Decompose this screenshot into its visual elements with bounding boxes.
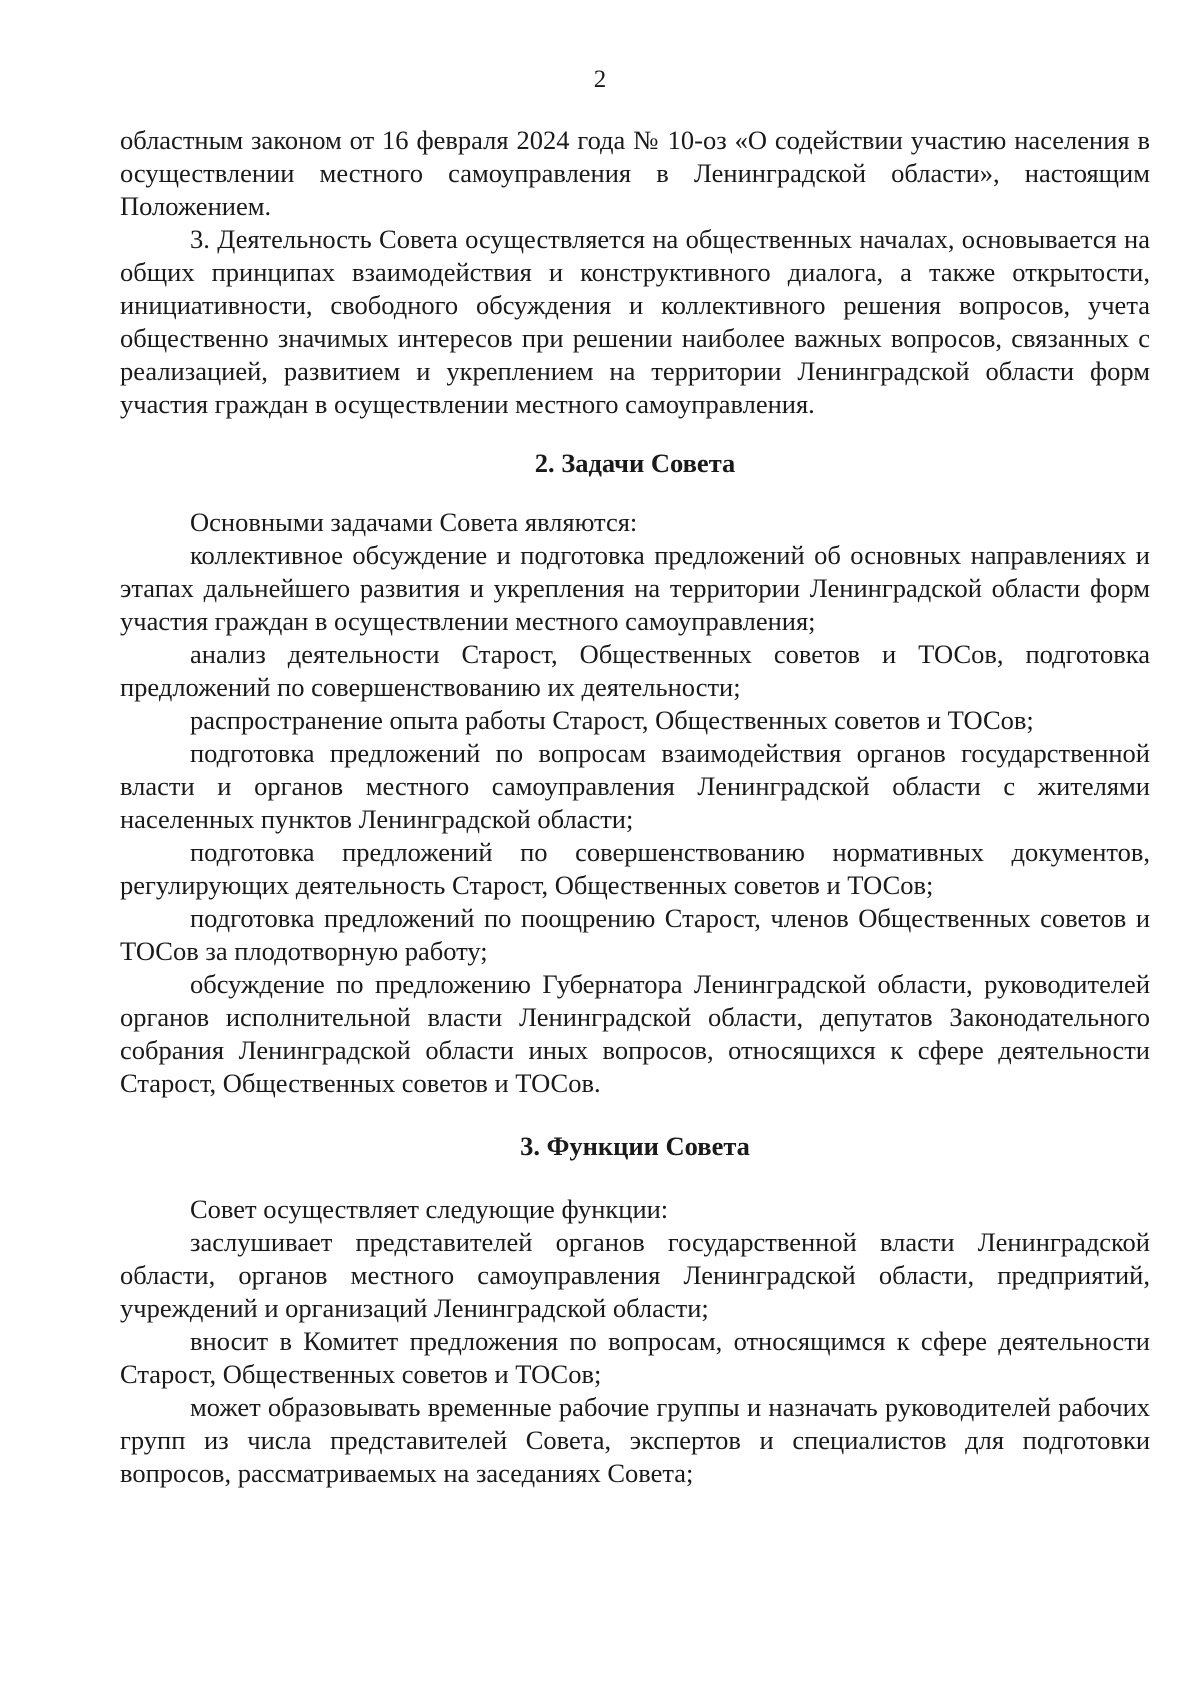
section-3-item: вносит в Комитет предложения по вопросам, относящимся к сфере деятельности Старост, Общественных советов и ТОСов; bbox=[120, 1326, 1150, 1389]
section-2-heading: 2. Задачи Совета bbox=[534, 448, 736, 478]
section-2-item: подготовка предложений по поощрению Старост, членов Общественных советов и ТОСов за плодотворную работу; bbox=[120, 903, 1150, 966]
section-3-lead: Совет осуществляет следующие функции: bbox=[190, 1194, 669, 1224]
section-2-item: обсуждение по предложению Губернатора Ленинградской области, руководителей органов исполнительной власти Ленинградской области, депутатов Законодательного собрания Ленинградской области иных вопросов, относящихся к сфере деятельности Старост, Общественных советов и ТОСов. bbox=[120, 969, 1150, 1098]
section-2-item: распространение опыта работы Старост, Общественных советов и ТОСов; bbox=[190, 705, 1034, 735]
section-3-heading: 3. Функции Совета bbox=[520, 1131, 750, 1161]
section-2-lead: Основными задачами Совета являются: bbox=[190, 507, 638, 537]
document-body bbox=[120, 124, 1150, 1490]
paragraph-continuation: областным законом от 16 февраля 2024 года № 10-оз «О содействии участию населения в осуществлении местного самоуправления в Ленинградской области», настоящим Положением. bbox=[120, 125, 1150, 221]
paragraph-point-3: 3. Деятельность Совета осуществляется на общественных началах, основывается на общих принципах взаимодействия и конструктивного диалога, а также открытости, инициативности, свободного обсуждения и коллективного решения вопросов, учета общественно значимых интересов при решении наиболее важных вопросов, связанных с реализацией, развитием и укреплением на территории Ленинградской области форм участия граждан в осуществлении местного самоуправления. bbox=[120, 224, 1150, 419]
section-3-item: может образовывать временные рабочие группы и назначать руководителей рабочих групп из числа представителей Совета, экспертов и специалистов для подготовки вопросов, рассматриваемых на заседаниях Совета; bbox=[120, 1392, 1150, 1488]
section-3-item: заслушивает представителей органов государственной власти Ленинградской области, органов местного самоуправления Ленинградской области, предприятий, учреждений и организаций Ленинградской области; bbox=[120, 1227, 1150, 1323]
section-2-item: подготовка предложений по совершенствованию нормативных документов, регулирующих деятельность Старост, Общественных советов и ТОСов; bbox=[120, 837, 1150, 900]
section-2-item: анализ деятельности Старост, Общественных советов и ТОСов, подготовка предложений по совершенствованию их деятельности; bbox=[120, 639, 1150, 702]
section-2-item: коллективное обсуждение и подготовка предложений об основных направлениях и этапах дальнейшего развития и укрепления на территории Ленинградской области форм участия граждан в осуществлении местного самоуправления; bbox=[120, 540, 1150, 636]
page-number: 2 bbox=[593, 66, 607, 93]
section-2-item: подготовка предложений по вопросам взаимодействия органов государственной власти и органов местного самоуправления Ленинградской области с жителями населенных пунктов Ленинградской области; bbox=[120, 738, 1150, 834]
